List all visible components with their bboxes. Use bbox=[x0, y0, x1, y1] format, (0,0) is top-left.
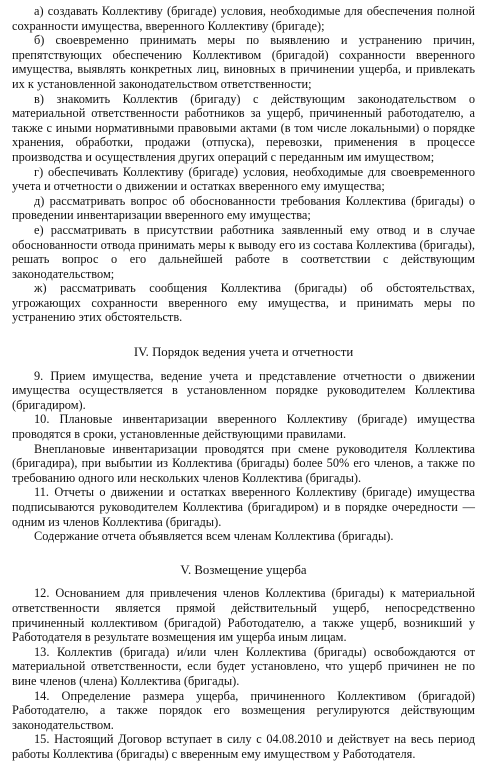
paragraph-11: 11. Отчеты о движении и остатках вверенного Коллективу (бригаде) имущества подписываются руководителем Коллектива (бригадиром) и в порядке очередности — одним из членов Коллектива (бригады). bbox=[12, 485, 475, 529]
item-g: г) обеспечивать Коллективу (бригаде) условия, необходимые для своевременного учета и отчетности о движении и остатках вверенного ему имущества; bbox=[12, 164, 475, 194]
item-e: е) рассматривать в присутствии работника заявленный ему отвод и в случае обоснованности отвода принимать меры к выводу его из состава Коллектива (бригады), решать вопрос о его дальнейшей работе в соответствии с действующим законодательством; bbox=[12, 222, 475, 281]
section-4-heading: IV. Порядок ведения учета и отчетности bbox=[133, 345, 354, 360]
section-4-body bbox=[12, 369, 475, 544]
item-d: д) рассматривать вопрос об обоснованности требования Коллектива (бригады) о проведении инвентаризации вверенного ему имущества; bbox=[12, 193, 475, 223]
paragraph-11-report: Содержание отчета объявляется всем членам Коллектива (бригады). bbox=[34, 529, 394, 544]
paragraph-15: 15. Настоящий Договор вступает в силу с 04.08.2010 и действует на весь период работы Коллектива (бригады) с вверенным ему имуществом у Работодателя. bbox=[12, 732, 475, 761]
paragraph-13: 13. Коллектив (бригада) и/или член Коллектива (бригады) освобождаются от материальной ответственности, если будет установлено, что ущерб причинен не по вине членов (члена) Коллектива (бригады). bbox=[12, 644, 475, 688]
section-5-body bbox=[12, 586, 475, 761]
paragraph-9: 9. Прием имущества, ведение учета и представление отчетности о движении имущества осуществляется в установленном порядке руководителем Коллектива (бригадиром). bbox=[12, 368, 475, 412]
item-zh: ж) рассматривать сообщения Коллектива (бригады) об обстоятельствах, угрожающих сохранности вверенного ему имущества, и принимать меры по устранению этих обстоятельств. bbox=[12, 281, 475, 325]
paragraph-12: 12. Основанием для привлечения членов Коллектива (бригады) к материальной ответственности является прямой действительный ущерб, непосредственно причиненный коллективом (бригадой) Работодателю, а также ущерб, возникший у Работодателя в результате возмещения им ущерба иным лицам. bbox=[12, 586, 475, 645]
paragraph-10-unplanned: Внеплановые инвентаризации проводятся при смене руководителя Коллектива (бригадира), при выбытии из Коллектива (бригады) более 50% его членов, а также по требованию одного или нескольких членов Коллектива (бригады). bbox=[12, 441, 475, 485]
item-a: а) создавать Коллективу (бригаде) условия, необходимые для обеспечения полной сохранности имущества, вверенного Коллективу (бригаде); bbox=[12, 4, 475, 33]
item-v: в) знакомить Коллектив (бригаду) с действующим законодательством о материальной ответственности работников за ущерб, причиненный работодателю, а также с иными нормативными правовыми актами (в том числе локальными) о порядке хранения, обработки, продажи (отпуска), перевозки, применения в процессе производства и осуществления других операций с переданным им имуществом; bbox=[12, 91, 475, 164]
paragraph-14: 14. Определение размера ущерба, причиненного Коллективом (бригадой) Работодателю, а также порядок его возмещения регулируются действующим законодательством. bbox=[12, 688, 475, 732]
paragraph-10: 10. Плановые инвентаризации вверенного Коллективу (бригаде) имущества проводятся в сроки, установленные действующими правилами. bbox=[12, 412, 475, 442]
item-b: б) своевременно принимать меры по выявлению и устранению причин, препятствующих обеспечению Коллективом (бригадой) сохранности вверенного имущества, выявлять конкретных лиц, виновных в причинении ущерба, и привлекать их к установленной законодательством ответственности; bbox=[12, 33, 475, 91]
section-5-heading: V. Возмещение ущерба bbox=[180, 562, 307, 577]
section-3-obligations bbox=[12, 4, 475, 325]
